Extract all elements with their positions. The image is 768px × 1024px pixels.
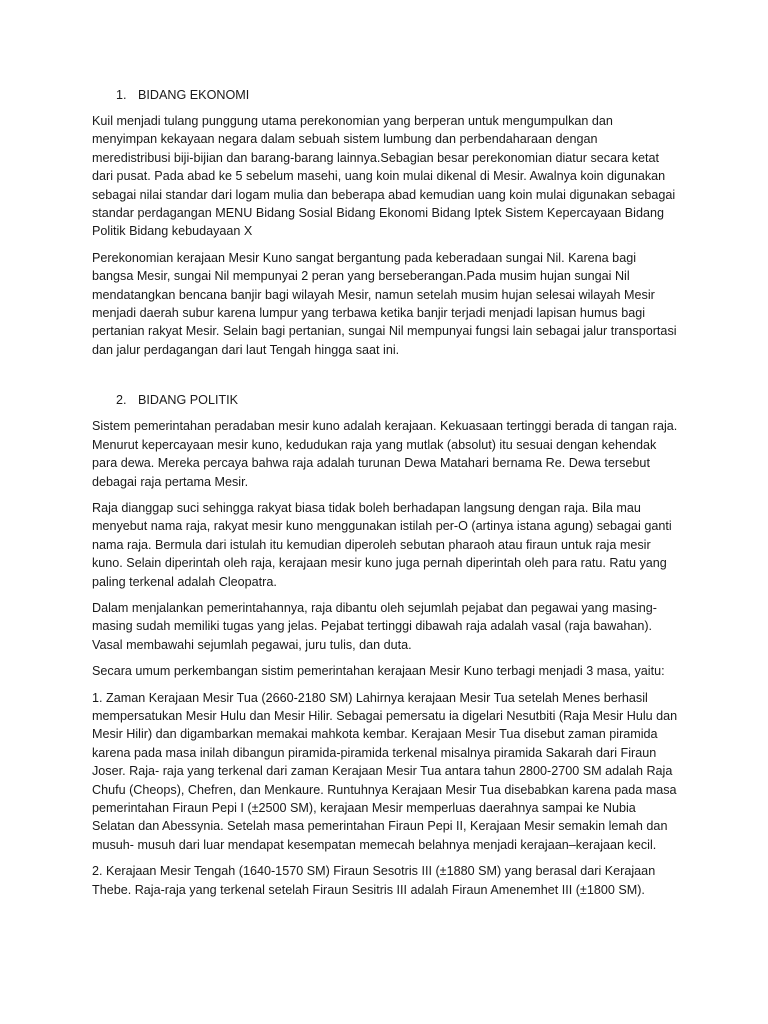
paragraph: 1. Zaman Kerajaan Mesir Tua (2660-2180 SM) Lahirnya kerajaan Mesir Tua setelah Menes berhasil mempersatukan Mesir Hulu dan Mesir Hilir. Sebagai pemersatu ia digelari Nesutbiti (Raja Mesir Hulu dan Mesir Hilir) dan digambarkan memakai mahkota kembar. Kerajaan Mesir Tua disebut zaman piramida karena pada masa inilah dibangun piramida-piramida terkenal misalnya piramida Sakarah dari Firaun Joser. Raja- raja yang terkenal dari zaman Kerajaan Mesir Tua antara tahun 2800-2700 SM adalah Raja Chufu (Cheops), Chefren, dan Menkaure. Runtuhnya Kerajaan Mesir Tua disebabkan karena pada masa pemerintahan Firaun Pepi I (±2500 SM), kerajaan Mesir memperluas daerahnya sampai ke Nubia Selatan dan Abessynia. Setelah masa pemerintahan Firaun Pepi II, Kerajaan Mesir semakin lemah dan musuh- musuh dari luar mendapat kesempatan memecah belahnya menjadi kerajaan–kerajaan kecil. [92,690,678,852]
paragraph: Sistem pemerintahan peradaban mesir kuno adalah kerajaan. Kekuasaan tertinggi berada di tangan raja. Menurut kepercayaan mesir kuno, kedudukan raja yang mutlak (absolut) itu sesuai dengan kehendak para dewa. Mereka percaya bahwa raja adalah turunan Dewa Matahari bernama Re. Dewa tersebut debagai raja pertama Mesir. [92,419,678,489]
paragraph: Kuil menjadi tulang punggung utama perekonomian yang berperan untuk mengumpulkan dan menyimpan kekayaan negara dalam sebuah sistem lumbung dan perbendaharaan dengan meredistribusi biji-bijian dan barang-barang lainnya.Sebagian besar perekonomian diatur secara ketat dari pusat. Pada abad ke 5 sebelum masehi, uang koin mulai dikenal di Mesir. Awalnya koin digunakan sebagai nilai standar dari logam mulia dan beberapa abad kemudian uang koin mulai digunakan sebagai standar perdagangan MENU Bidang Sosial Bidang Ekonomi Bidang Iptek Sistem Kepercayaan Bidang Politik Bidang kebudayaan X [92,114,676,239]
paragraph: Dalam menjalankan pemerintahannya, raja dibantu oleh sejumlah pejabat dan pegawai yang masing-masing sudah memiliki tugas yang jelas. Pejabat tertinggi dibawah raja adalah vasal (raja bawahan). Vasal membawahi sejumlah pegawai, juru tulis, dan duta. [92,600,657,652]
section-number: 1. [116,88,127,102]
paragraph: Raja dianggap suci sehingga rakyat biasa tidak boleh berhadapan langsung dengan raja. Bila mau menyebut nama raja, rakyat mesir kuno menggunakan istilah per-O (artinya istana agung) sebagai ganti nama raja. Bermula dari istulah itu kemudian diperoleh sebutan pharaoh atau firaun untuk raja mesir kuno. Selain diperintah oleh raja, kerajaan mesir kuno juga pernah diperintah oleh para ratu. Ratu yang paling terkenal adalah Cleopatra. [92,500,672,589]
paragraph: 2. Kerajaan Mesir Tengah (1640-1570 SM) Firaun Sesotris III (±1880 SM) yang berasal dari Kerajaan Thebe. Raja-raja yang terkenal setelah Firaun Sesitris III adalah Firaun Amenemhet III (±1800 SM). [92,864,656,897]
section-heading-politik [92,391,678,409]
paragraph: Perekonomian kerajaan Mesir Kuno sangat bergantung pada keberadaan sungai Nil. Karena bagi bangsa Mesir, sungai Nil mempunyai 2 peran yang berseberangan.Pada musim hujan sungai Nil mendatangkan bencana banjir bagi wilayah Mesir, namun setelah musim hujan selesai wilayah Mesir menjadi daerah subur karena lumpur yang terbawa ketika banjir terjadi menjadi lapisan humus bagi pertanian rakyat Mesir. Selain bagi pertanian, sungai Nil mempunyai fungsi lain sebagai jalur transportasi dan jalur perdagangan dari laut Tengah hingga saat ini. [92,250,677,357]
section-number: 2. [116,393,127,408]
document-page [92,86,678,907]
section-spacer [92,367,678,391]
section-heading-ekonomi [92,86,678,104]
paragraph: Secara umum perkembangan sistim pemerintahan kerajaan Mesir Kuno terbagi menjadi 3 masa, yaitu: [92,664,665,679]
section-title: BIDANG EKONOMI [138,88,250,102]
section-title: BIDANG POLITIK [138,393,239,408]
